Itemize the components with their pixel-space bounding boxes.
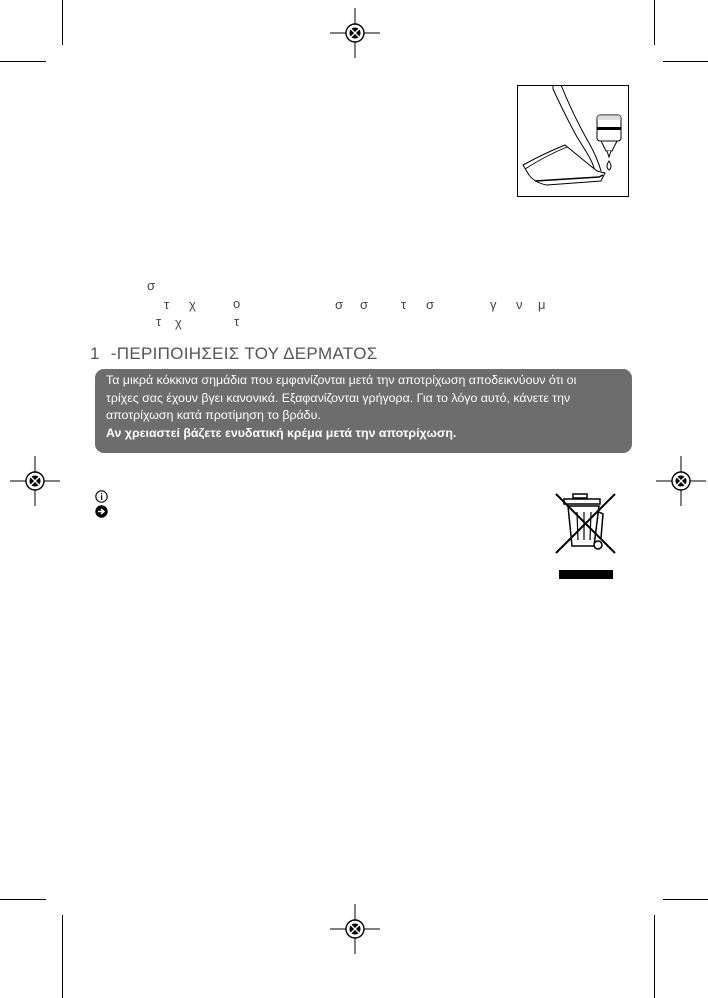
text-fragment: σ [335, 297, 344, 312]
crop-mark [654, 915, 655, 998]
oil-bottle-illustration [517, 85, 629, 197]
registration-mark-icon [330, 904, 380, 954]
text-fragment: σ [360, 297, 369, 312]
crop-mark [62, 915, 63, 998]
section-title: -ΠΕΡΙΠΟΙΗΣΕΙΣ ΤΟΥ ΔΕΡΜΑΤΟΣ [110, 344, 378, 363]
text-fragment: σ [147, 278, 156, 293]
text-fragment: τ [156, 314, 162, 329]
arrow-circle-icon [95, 505, 108, 518]
section-number: 1 [90, 344, 100, 363]
crop-mark [663, 899, 708, 900]
registration-mark-icon [10, 456, 60, 506]
text-fragment: σ [426, 297, 435, 312]
text-fragment: τ [164, 297, 170, 312]
note-line-bold: Αν χρειαστεί βάζετε ενυδατική κρέμα μετά την αποτρίχωση. [106, 425, 457, 440]
note-line: τρίχες σας έχουν βγει κανονικά. Εξαφανίζονται γρήγορα. Για το λόγο αυτό, κάνετε την [106, 390, 571, 405]
note-line: Τα μικρά κόκκινα σημάδια που εμφανίζονται μετά την αποτρίχωση αποδεικνύουν ότι οι [106, 373, 577, 387]
text-fragment: ο [233, 296, 241, 311]
registration-mark-icon [656, 456, 706, 506]
section-heading [90, 344, 378, 364]
info-icon [95, 490, 108, 503]
text-fragment: γ [490, 297, 497, 312]
text-fragment: χ [175, 315, 182, 330]
text-fragment: τ [401, 297, 407, 312]
crop-mark [0, 61, 46, 62]
registration-mark-icon [330, 8, 380, 58]
skin-care-note [95, 369, 632, 453]
crop-mark [0, 899, 46, 900]
note-line: αποτρίχωση κατά προτίμηση το βράδυ. [106, 408, 321, 422]
text-fragment: ν [516, 297, 523, 312]
crossed-out-wheelie-bin-icon [553, 490, 619, 582]
crop-mark [654, 0, 655, 45]
text-fragment: χ [189, 297, 196, 312]
crop-mark [663, 61, 708, 62]
text-fragment: τ [234, 314, 240, 329]
crop-mark [62, 0, 63, 45]
text-fragment: μ [538, 297, 546, 312]
